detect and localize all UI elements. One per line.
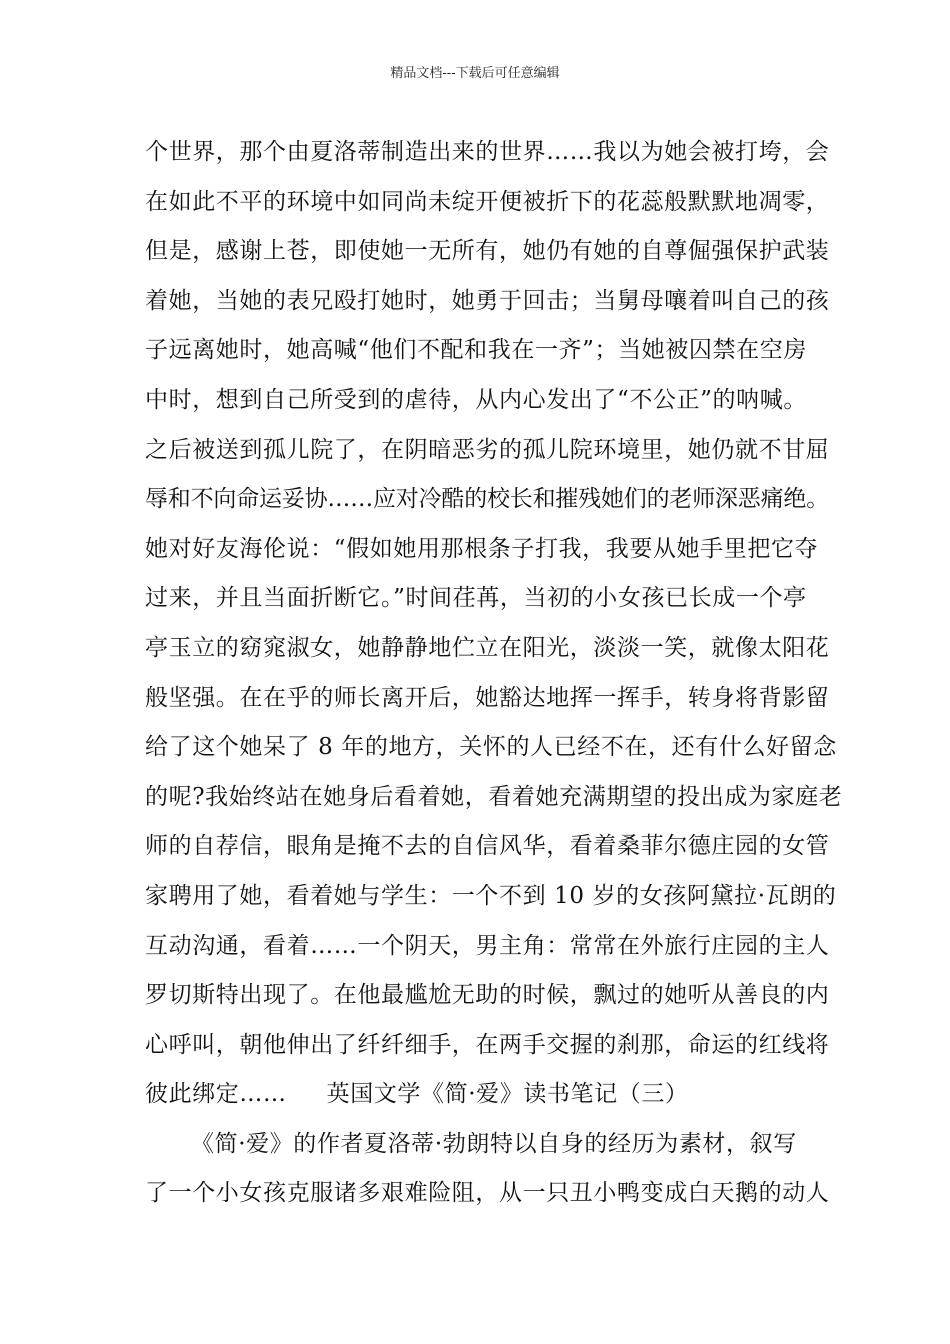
text-line: 《简·爱》的作者夏洛蒂·勃朗特以自身的经历为素材，叙写 (191, 1130, 797, 1157)
page-header: 精品文档---下载后可任意编辑 (390, 66, 560, 81)
text-line: 着她，当她的表兄殴打她时，她勇于回击；当舅母嚷着叫自己的孩 (145, 287, 830, 314)
text-line: 罗切斯特出现了。在他最尴尬无助的时候，飘过的她听从善良的内 (145, 982, 830, 1009)
text-line: 子远离她时，她高喊“他们不配和我在一齐”；当她被囚禁在空房 (145, 337, 807, 364)
text-line: 在如此不平的环境中如同尚未绽开便被折下的花蕊般默默地凋零， (145, 188, 830, 215)
text-line: 过来，并且当面折断它。”时间荏苒，当初的小女孩已长成一个亭 (145, 585, 807, 612)
text-line: 之后被送到孤儿院了，在阴暗恶劣的孤儿院环境里，她仍就不甘屈 (145, 436, 830, 463)
text-line: 心呼叫，朝他伸出了纤纤细手，在两手交握的刹那，命运的红线将 (145, 1031, 830, 1058)
text-line: 师的自荐信，眼角是掩不去的自信风华，看着桑菲尔德庄园的女管 (145, 833, 830, 860)
text-line: 了一个小女孩克服诸多艰难险阻，从一只丑小鸭变成白天鹅的动人 (145, 1180, 830, 1207)
text-line: 个世界，那个由夏洛蒂制造出来的世界……我以为她会被打垮，会 (145, 139, 830, 165)
text-line: 中时，想到自己所受到的虐待，从内心发出了“不公正”的呐喊。 (145, 386, 807, 413)
document-body (145, 131, 843, 1222)
text-line-with-title (145, 1073, 835, 1123)
text-line: 般坚强。在在乎的师长离开后，她豁达地挥一挥手，转身将背影留 (145, 684, 830, 711)
text-fragment: 彼此绑定…… (145, 1081, 287, 1108)
text-line: 给了这个她呆了 8 年的地方，关怀的人已经不在，还有什么好留念 (145, 734, 837, 761)
text-line: 的呢?我始终站在她身后看着她，看着她充满期望的投出成为家庭老 (145, 783, 843, 810)
text-line: 互动沟通，看着……一个阴天，男主角：常常在外旅行庄园的主人 (145, 932, 830, 959)
text-line: 家聘用了她，看着她与学生：一个不到 10 岁的女孩阿黛拉·瓦朗的 (145, 882, 837, 909)
text-line: 亭玉立的窈窕淑女，她静静地伫立在阳光，淡淡一笑，就像太阳花 (145, 634, 830, 661)
text-line: 但是，感谢上苍，即使她一无所有，她仍有她的自尊倔强保护武装 (145, 238, 830, 265)
section-title: 英国文学《简·爱》读书笔记（三） (326, 1081, 689, 1108)
text-line: 辱和不向命运妥协……应对冷酷的校长和摧残她们的老师深恶痛绝。 (145, 486, 830, 513)
text-line: 她对好友海伦说：“假如她用那根条子打我，我要从她手里把它夺 (145, 535, 819, 562)
